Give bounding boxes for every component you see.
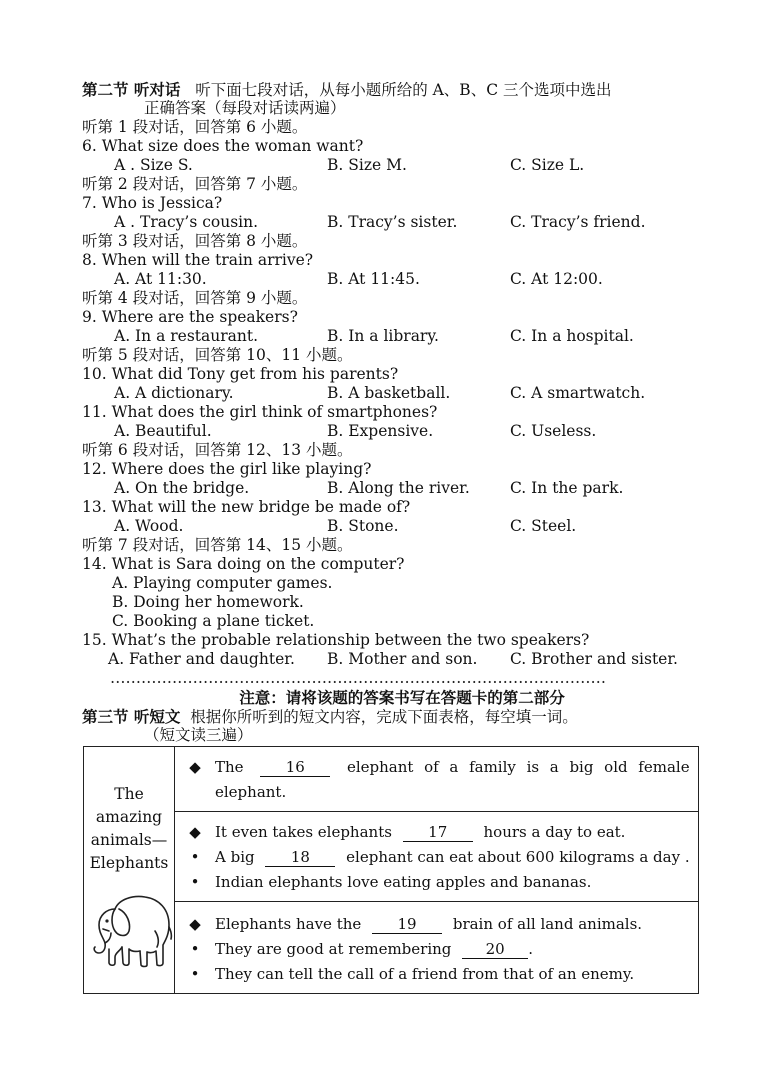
dialogue-intro: 听第 5 段对话，回答第 10、11 小题。 bbox=[82, 346, 353, 364]
diamond-bullet-icon: ◆ bbox=[189, 823, 201, 841]
option-a: A. Beautiful. bbox=[114, 422, 212, 440]
option-row bbox=[82, 270, 682, 289]
blank-16: 16 bbox=[260, 758, 330, 777]
q15-option-c: C. Brother and sister. bbox=[510, 650, 678, 668]
section3-title: 第三节 听短文 bbox=[82, 707, 181, 726]
option-b: B. Along the river. bbox=[327, 479, 470, 497]
option-b: B. Stone. bbox=[327, 517, 399, 535]
notice: 注意：请将该题的答案书写在答题卡的第二部分 bbox=[239, 688, 565, 707]
blank-18: 18 bbox=[265, 848, 335, 867]
dialogue-intro: 听第 1 段对话，回答第 6 小题。 bbox=[82, 118, 308, 136]
section2-instruction: 听下面七段对话，从每小题所给的 A、B、C 三个选项中选出 bbox=[195, 81, 612, 99]
option-c: C. At 12:00. bbox=[510, 270, 603, 288]
exam-page bbox=[82, 80, 682, 745]
option-row bbox=[82, 422, 682, 441]
option-c: C. Tracy’s friend. bbox=[510, 213, 646, 231]
row-17-post: hours a day to eat. bbox=[483, 823, 626, 841]
left-title-2: animals— bbox=[90, 831, 168, 849]
option-b: B. At 11:45. bbox=[327, 270, 420, 288]
row-18 bbox=[183, 845, 690, 870]
option-b: B. Expensive. bbox=[327, 422, 434, 440]
question-text: 13. What will the new bridge be made of? bbox=[82, 498, 411, 516]
option-c: C. Useless. bbox=[510, 422, 597, 440]
q15-option-a: A. Father and daughter. bbox=[108, 650, 295, 668]
option-a: A . Size S. bbox=[114, 156, 193, 174]
option-row bbox=[82, 479, 682, 498]
row-enemy-text: They can tell the call of a friend from that of an enemy. bbox=[215, 965, 635, 983]
dialogue-intro: 听第 4 段对话，回答第 9 小题。 bbox=[82, 289, 308, 307]
diamond-bullet-icon: ◆ bbox=[189, 915, 201, 933]
option-row bbox=[82, 384, 682, 403]
table-cell-eating bbox=[175, 812, 699, 902]
row-20-post: . bbox=[528, 940, 533, 958]
question-14: 14. What is Sara doing on the computer? bbox=[82, 555, 405, 573]
summary-table bbox=[83, 746, 699, 994]
row-20 bbox=[183, 937, 690, 962]
option-row bbox=[82, 517, 682, 536]
option-a: A. Wood. bbox=[114, 517, 184, 535]
dialogue-intro: 听第 7 段对话，回答第 14、15 小题。 bbox=[82, 536, 353, 554]
option-b: B. In a library. bbox=[327, 327, 439, 345]
diamond-bullet-icon: ◆ bbox=[189, 758, 201, 776]
option-c: C. A smartwatch. bbox=[510, 384, 646, 402]
row-indian bbox=[183, 870, 690, 895]
blank-20: 20 bbox=[462, 940, 528, 959]
dot-bullet-icon: • bbox=[190, 873, 200, 891]
question-text: 8. When will the train arrive? bbox=[82, 251, 314, 269]
row-20-pre: They are good at remembering bbox=[215, 940, 452, 958]
option-row bbox=[82, 213, 682, 232]
question-text: 11. What does the girl think of smartphones? bbox=[82, 403, 438, 421]
dialogue-intro: 听第 6 段对话，回答第 12、13 小题。 bbox=[82, 441, 353, 459]
question-text: 6. What size does the woman want? bbox=[82, 137, 364, 155]
q15-option-b: B. Mother and son. bbox=[327, 650, 478, 668]
row-18-post: elephant can eat about 600 kilograms a day . bbox=[346, 848, 690, 866]
q14-option-c: C. Booking a plane ticket. bbox=[112, 612, 315, 630]
option-a: A. At 11:30. bbox=[114, 270, 207, 288]
row-16-post: elephant of a family is a big old female elephant. bbox=[215, 758, 690, 801]
q14-option-a: A. Playing computer games. bbox=[112, 574, 333, 592]
question-15: 15. What’s the probable relationship between the two speakers? bbox=[82, 631, 590, 649]
question-text: 7. Who is Jessica? bbox=[82, 194, 223, 212]
option-row bbox=[82, 156, 682, 175]
option-c: C. In the park. bbox=[510, 479, 624, 497]
option-c: C. Size L. bbox=[510, 156, 585, 174]
option-row bbox=[82, 327, 682, 346]
question-text: 12. Where does the girl like playing? bbox=[82, 460, 372, 478]
row-19-pre: Elephants have the bbox=[215, 915, 362, 933]
q14-option-b: B. Doing her homework. bbox=[112, 593, 304, 611]
row-16-pre: The bbox=[215, 758, 244, 776]
row-17-pre: It even takes elephants bbox=[215, 823, 392, 841]
section2-title: 第二节 听对话 bbox=[82, 80, 181, 99]
option-a: A . Tracy’s cousin. bbox=[114, 213, 259, 231]
question-text: 10. What did Tony get from his parents? bbox=[82, 365, 399, 383]
dialogue-intro: 听第 3 段对话，回答第 8 小题。 bbox=[82, 232, 308, 250]
left-title-1: The amazing bbox=[95, 785, 163, 826]
section2-header bbox=[82, 80, 682, 99]
option-a: A. In a restaurant. bbox=[114, 327, 259, 345]
option-c: C. In a hospital. bbox=[510, 327, 634, 345]
option-c: C. Steel. bbox=[510, 517, 577, 535]
elephant-icon bbox=[85, 891, 173, 971]
left-title-3: Elephants bbox=[89, 854, 169, 872]
row-16 bbox=[183, 755, 690, 805]
row-enemy bbox=[183, 962, 690, 987]
row-17 bbox=[183, 820, 690, 845]
dialogue-intro: 听第 2 段对话，回答第 7 小题。 bbox=[82, 175, 308, 193]
section3-header bbox=[82, 707, 682, 726]
section3-instruction-2: （短文读三遍） bbox=[144, 726, 253, 744]
row-19-post: brain of all land animals. bbox=[452, 915, 643, 933]
question-text: 9. Where are the speakers? bbox=[82, 308, 298, 326]
section3-instruction: 根据你所听到的短文内容，完成下面表格，每空填一词。 bbox=[190, 708, 578, 726]
option-a: A. On the bridge. bbox=[114, 479, 250, 497]
row-19 bbox=[183, 912, 690, 937]
blank-17: 17 bbox=[403, 823, 473, 842]
dot-bullet-icon: • bbox=[190, 965, 200, 983]
separator-dots: …………………………………………………………………………………… bbox=[110, 669, 606, 687]
dot-bullet-icon: • bbox=[190, 940, 200, 958]
q15-options bbox=[82, 650, 682, 669]
section2-instruction-2: 正确答案（每段对话读两遍） bbox=[144, 99, 346, 117]
blank-19: 19 bbox=[372, 915, 442, 934]
option-b: B. A basketball. bbox=[327, 384, 451, 402]
table-left-cell bbox=[84, 747, 175, 994]
option-a: A. A dictionary. bbox=[114, 384, 234, 402]
row-18-pre: A big bbox=[215, 848, 255, 866]
question-list bbox=[82, 118, 682, 555]
table-cell-brain bbox=[175, 902, 699, 994]
dot-bullet-icon: • bbox=[190, 848, 200, 866]
option-b: B. Tracy’s sister. bbox=[327, 213, 458, 231]
table-cell-leader bbox=[175, 747, 699, 812]
option-b: B. Size M. bbox=[327, 156, 407, 174]
row-indian-text: Indian elephants love eating apples and bananas. bbox=[215, 873, 592, 891]
